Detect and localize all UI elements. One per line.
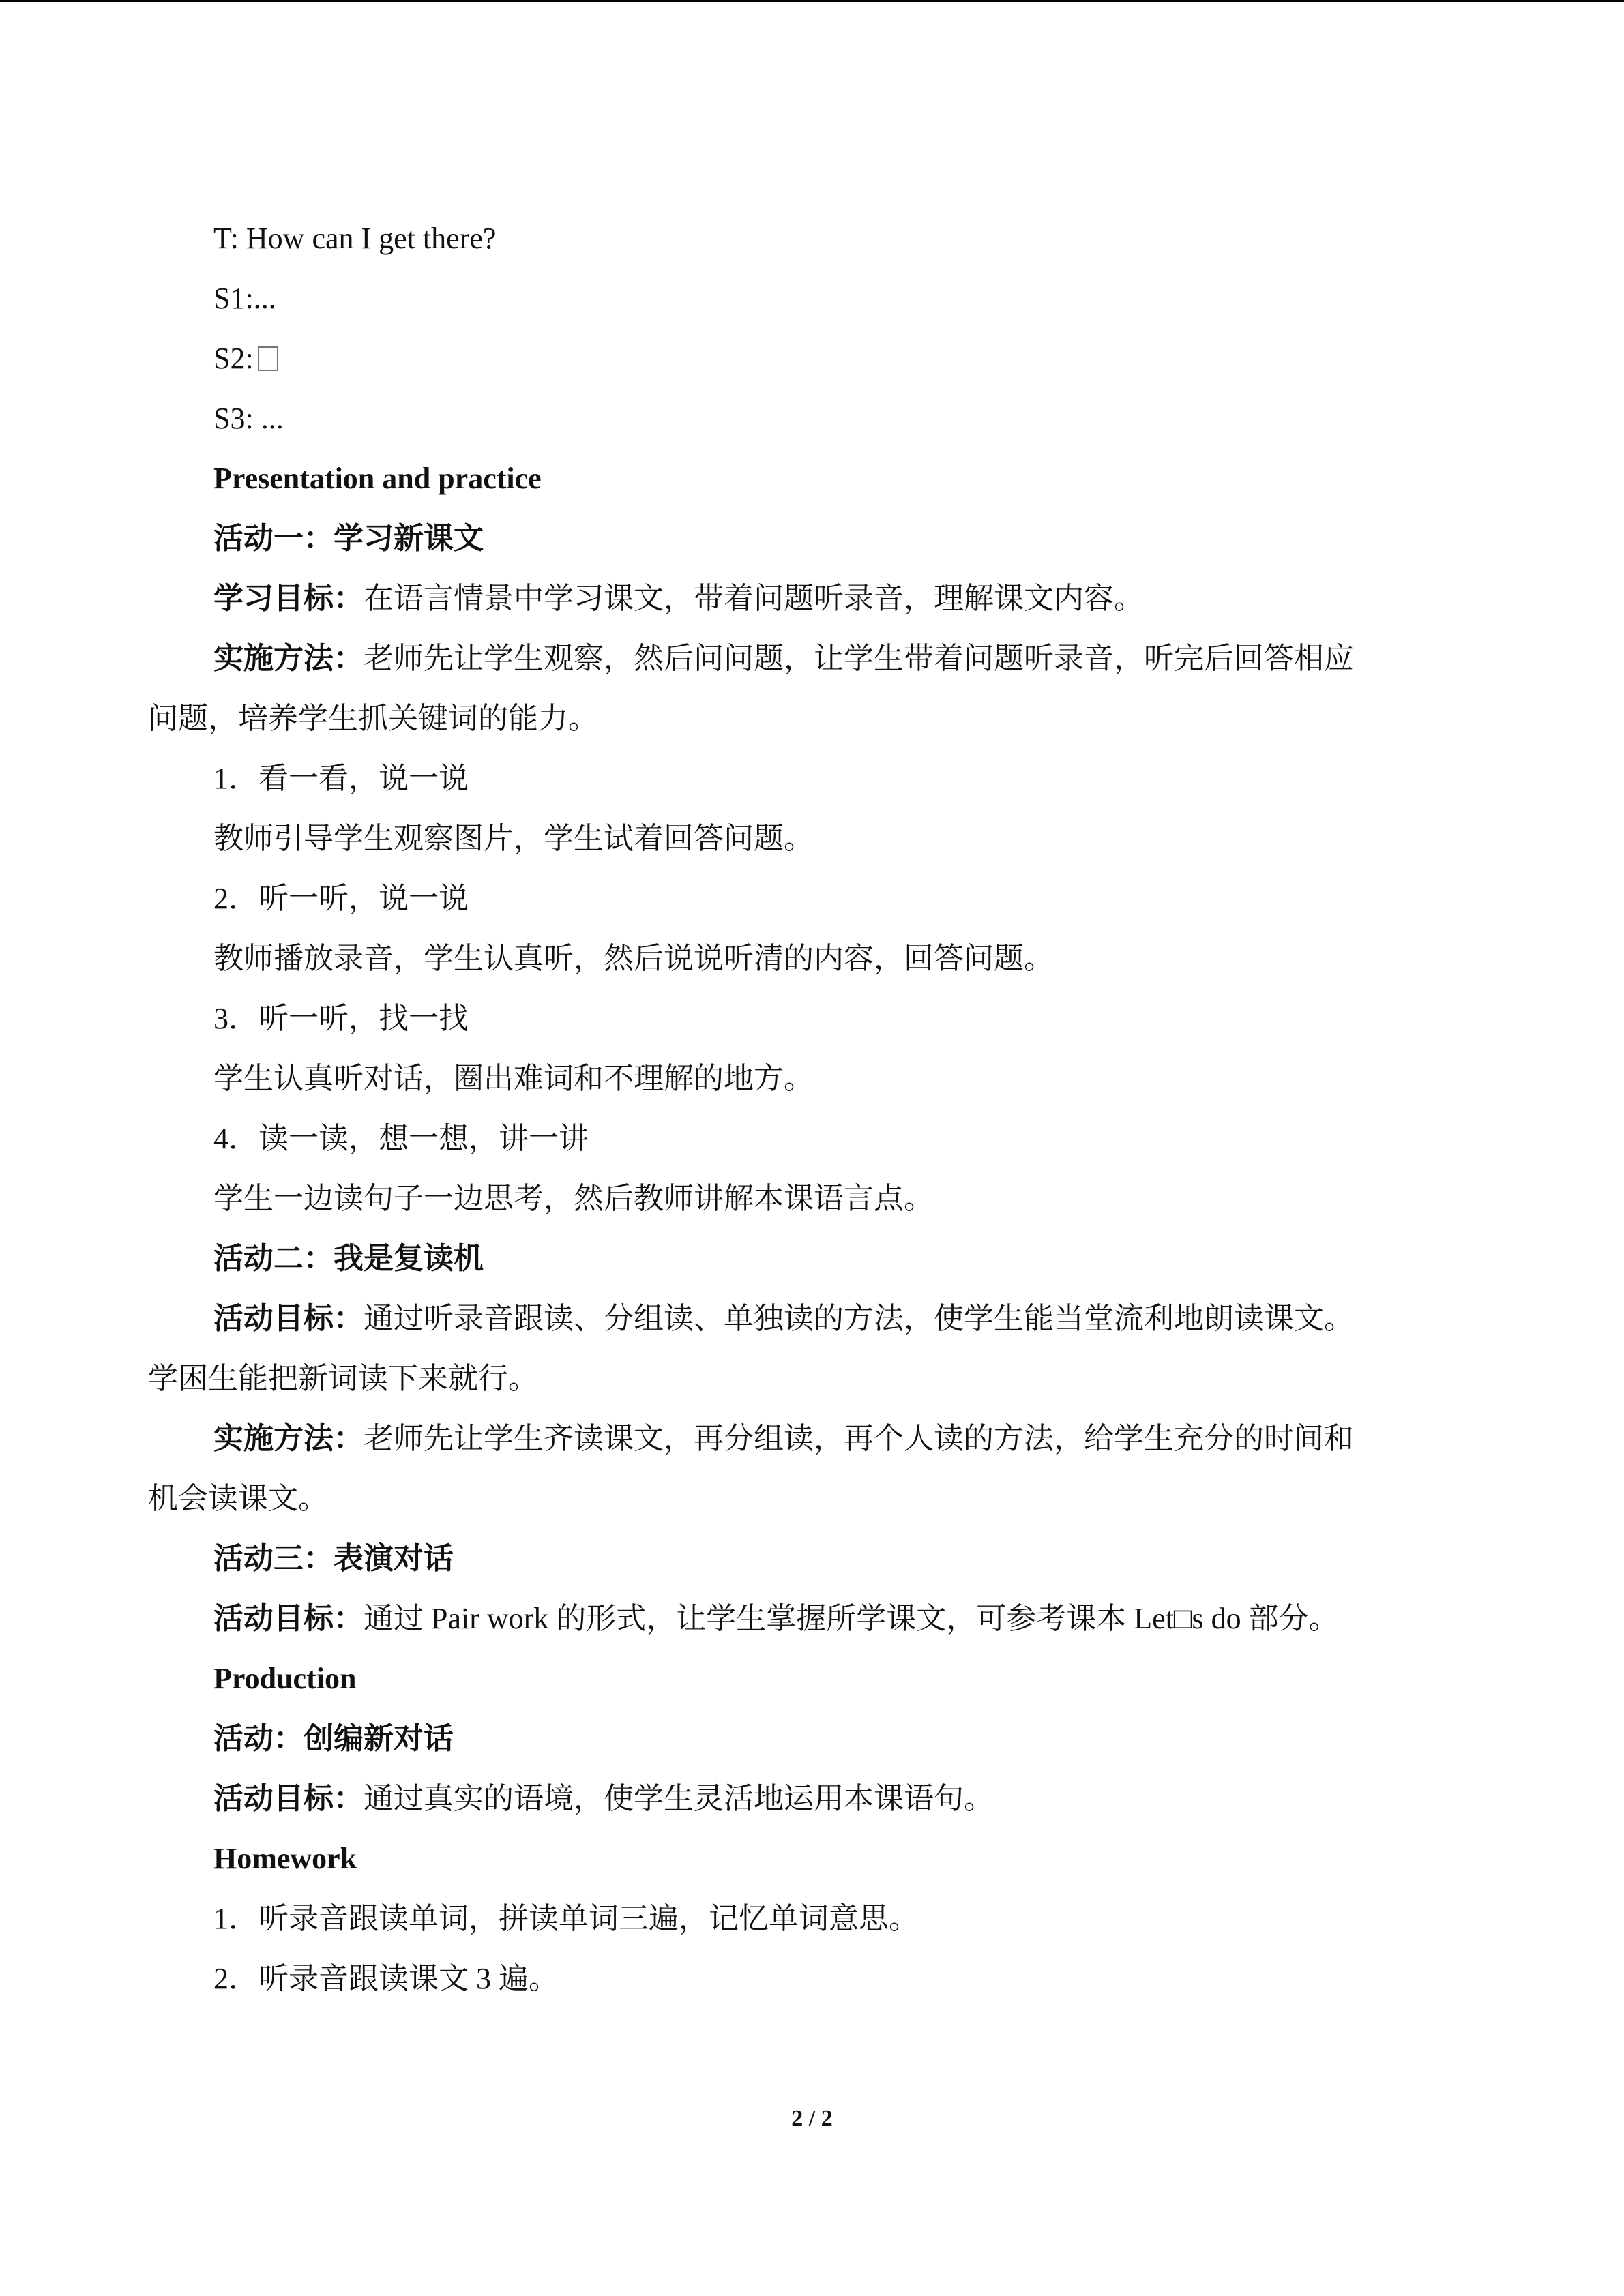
top-border-rule — [0, 0, 1624, 2]
page-number: 2 / 2 — [791, 2106, 833, 2131]
step1-text: 教师引导学生观察图片，学生试着回答问题。 — [213, 822, 814, 855]
activity3-title: 活动三：表演对话 — [213, 1542, 454, 1575]
production-goal — [148, 1769, 1464, 1829]
step3-title: 3．听一听，找一找 — [213, 1002, 469, 1035]
step2-title: 2．听一听，说一说 — [213, 882, 469, 915]
step2-text: 教师播放录音，学生认真听，然后说说听清的内容，回答问题。 — [213, 942, 1054, 975]
document-body — [148, 209, 1464, 2009]
production-activity-title: 活动：创编新对话 — [213, 1722, 454, 1755]
dialogue-s3-line: S3: ... — [213, 402, 284, 435]
production-goal-label: 活动目标： — [213, 1782, 364, 1815]
step4-title: 4．读一读，想一想，讲一讲 — [213, 1122, 589, 1155]
missing-glyph-box-icon — [258, 346, 278, 371]
activity2-method-text: 老师先让学生齐读课文，再分组读，再个人读的方法，给学生充分的时间和 — [364, 1422, 1354, 1455]
activity2-goal-text: 通过听录音跟读、分组读、单独读的方法，使学生能当堂流利地朗读课文。 — [364, 1302, 1354, 1335]
dialogue-teacher-line: T: How can I get there? — [213, 222, 497, 255]
activity1-method — [148, 629, 1464, 689]
production-goal-text: 通过真实的语境，使学生灵活地运用本课语句。 — [364, 1782, 994, 1815]
activity1-method-text: 老师先让学生观察，然后问问题，让学生带着问题听录音，听完后回答相应 — [364, 642, 1354, 675]
activity1-goal-label: 学习目标： — [213, 582, 364, 615]
step3-text: 学生认真听对话，圈出难词和不理解的地方。 — [213, 1062, 814, 1095]
activity2-goal-label: 活动目标： — [213, 1302, 364, 1335]
activity3-goal — [148, 1589, 1464, 1649]
activity2-method-label: 实施方法： — [213, 1422, 364, 1455]
activity2-goal — [148, 1289, 1464, 1349]
activity2-goal-continuation: 学困生能把新词读下来就行。 — [148, 1362, 538, 1395]
homework-heading: Homework — [213, 1842, 357, 1875]
dialogue-s2-line — [148, 329, 1464, 389]
dialogue-s1-line: S1:... — [213, 282, 276, 315]
activity3-goal-text: 通过 Pair work 的形式，让学生掌握所学课文，可参考课本 Let□s do 部分。 — [364, 1602, 1339, 1635]
activity2-method — [148, 1409, 1464, 1469]
production-heading: Production — [213, 1662, 357, 1695]
presentation-heading: Presentation and practice — [213, 462, 542, 495]
dialogue-s2-label: S2: — [213, 342, 254, 375]
homework-item-2: 2．听录音跟读课文 3 遍。 — [213, 1962, 559, 1995]
activity1-goal-text: 在语言情景中学习课文，带着问题听录音，理解课文内容。 — [364, 582, 1144, 615]
activity1-title: 活动一：学习新课文 — [213, 522, 484, 555]
activity2-title: 活动二：我是复读机 — [213, 1242, 484, 1275]
activity3-goal-label: 活动目标： — [213, 1602, 364, 1635]
step4-text: 学生一边读句子一边思考，然后教师讲解本课语言点。 — [213, 1182, 934, 1215]
homework-item-1: 1．听录音跟读单词，拼读单词三遍，记忆单词意思。 — [213, 1902, 919, 1935]
activity1-goal — [148, 569, 1464, 629]
activity1-method-label: 实施方法： — [213, 642, 364, 675]
step1-title: 1．看一看，说一说 — [213, 762, 469, 795]
activity2-method-continuation: 机会读课文。 — [148, 1482, 328, 1515]
activity1-method-continuation: 问题，培养学生抓关键词的能力。 — [148, 702, 598, 735]
